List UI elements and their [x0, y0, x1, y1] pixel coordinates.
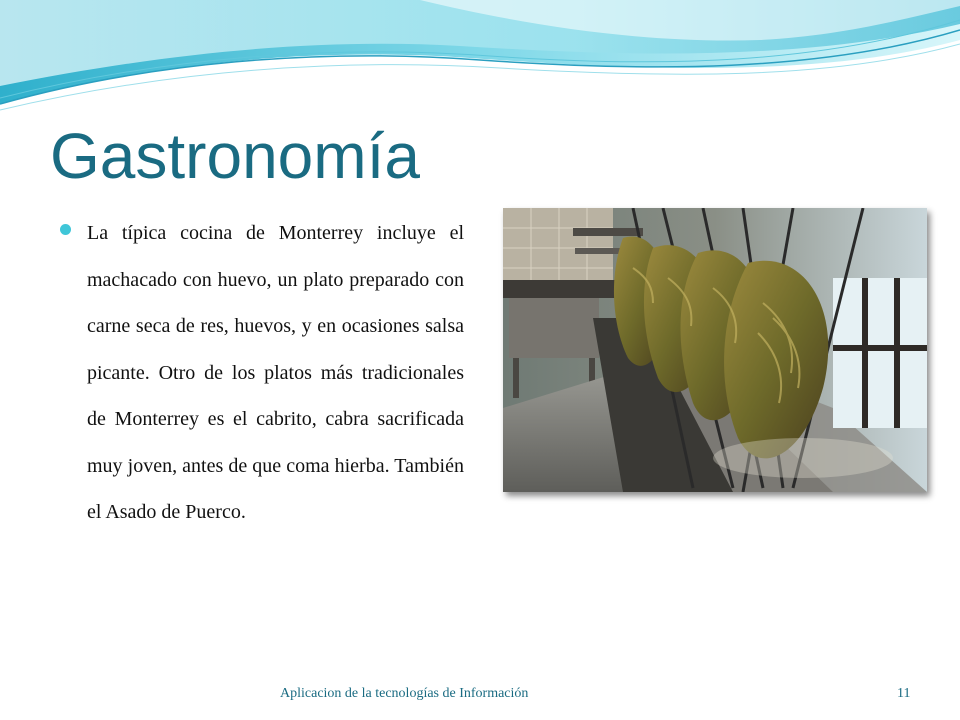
cabrito-roasting-photo [503, 208, 927, 492]
bullet-list [60, 210, 464, 536]
photo-illustration [503, 208, 927, 492]
bullet-item [60, 210, 464, 536]
bullet-dot-icon [60, 224, 71, 235]
footer-text: Aplicacion de la tecnologías de Información [280, 686, 529, 701]
header-wave-decoration [0, 0, 960, 120]
page-number: 11 [897, 686, 911, 701]
slide-title: Gastronomía [50, 120, 420, 192]
bullet-text: La típica cocina de Monterrey incluye el machacado con huevo, un plato preparado con carne seca de res, huevos, y en ocasiones salsa picante. Otro de los platos más tradicionales de Monterrey es el cabrito, cabra sacrificada muy joven, antes de que coma hierba. También el Asado de Puerco. [87, 222, 464, 523]
